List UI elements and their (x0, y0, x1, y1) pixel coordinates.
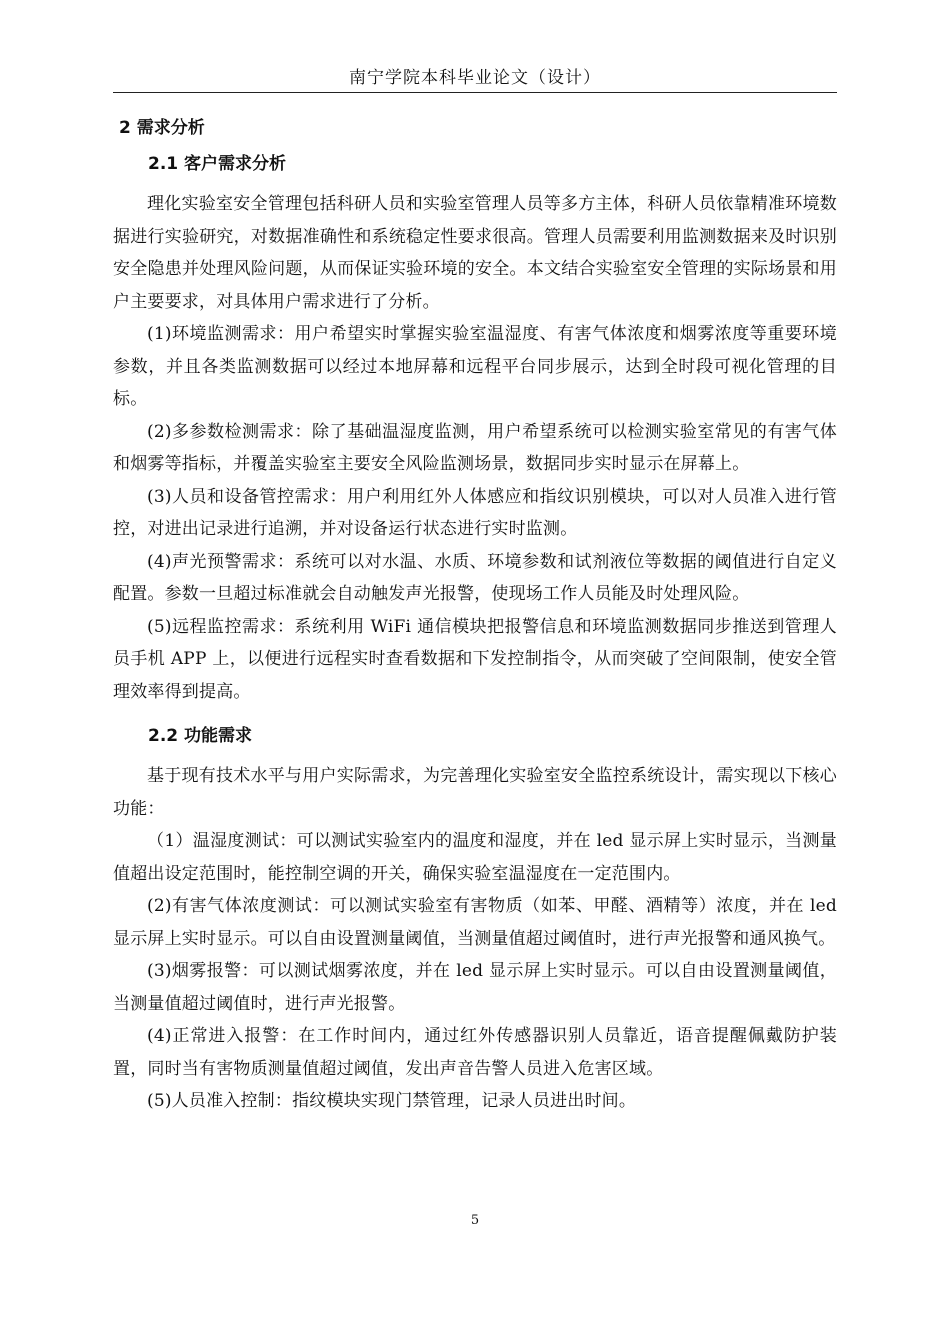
paragraph: (4)正常进入报警：在工作时间内，通过红外传感器识别人员靠近，语音提醒佩戴防护装置，同时当有害物质测量值超过阈值，发出声音告警人员进入危害区域。 (113, 1026, 837, 1079)
paragraph: 基于现有技术水平与用户实际需求，为完善理化实验室安全监控系统设计，需实现以下核心功能： (113, 766, 837, 819)
paragraph: （1）温湿度测试：可以测试实验室内的温度和湿度，并在 led 显示屏上实时显示，当测量值超出设定范围时，能控制空调的开关，确保实验室温湿度在一定范围内。 (113, 831, 837, 884)
paragraph: (2)有害气体浓度测试：可以测试实验室有害物质（如苯、甲醛、酒精等）浓度，并在 led 显示屏上实时显示。可以自由设置测量阈值，当测量值超过阈值时，进行声光报警和通风换气。 (113, 896, 837, 949)
header-rule (113, 92, 837, 93)
paragraph: 理化实验室安全管理包括科研人员和实验室管理人员等多方主体，科研人员依靠精准环境数据进行实验研究，对数据准确性和系统稳定性要求很高。管理人员需要利用监测数据来及时识别安全隐患并处理风险问题，从而保证实验环境的安全。本文结合实验室安全管理的实际场景和用户主要要求，对具体用户需求进行了分析。 (113, 194, 837, 312)
page-number: 5 (470, 1213, 480, 1228)
running-header: 南宁学院本科毕业论文（设计） (349, 68, 601, 88)
paragraph: (3)烟雾报警：可以测试烟雾浓度，并在 led 显示屏上实时显示。可以自由设置测量阈值，当测量值超过阈值时，进行声光报警。 (113, 961, 837, 1014)
section-heading: 2 需求分析 (119, 118, 205, 138)
paragraph: (4)声光预警需求：系统可以对水温、水质、环境参数和试剂液位等数据的阈值进行自定义配置。参数一旦超过标准就会自动触发声光报警，使现场工作人员能及时处理风险。 (113, 551, 837, 604)
paragraph: (5)人员准入控制：指纹模块实现门禁管理，记录人员进出时间。 (147, 1091, 637, 1111)
paragraph: (2)多参数检测需求：除了基础温湿度监测，用户希望系统可以检测实验室常见的有害气体和烟雾等指标，并覆盖实验室主要安全风险监测场景，数据同步实时显示在屏幕上。 (113, 421, 837, 474)
paragraph: (3)人员和设备管控需求：用户利用红外人体感应和指纹识别模块，可以对人员准入进行管控，对进出记录进行追溯，并对设备运行状态进行实时监测。 (113, 486, 837, 539)
paragraph: (5)远程监控需求：系统利用 WiFi 通信模块把报警信息和环境监测数据同步推送到管理人员手机 APP 上，以便进行远程实时查看数据和下发控制指令，从而突破了空间限制，使安全管理效率得到提高。 (113, 616, 837, 702)
paragraph: (1)环境监测需求：用户希望实时掌握实验室温湿度、有害气体浓度和烟雾浓度等重要环境参数，并且各类监测数据可以经过本地屏幕和远程平台同步展示，达到全时段可视化管理的目标。 (113, 324, 837, 409)
subsection-heading-2-1: 2.1 客户需求分析 (148, 154, 287, 174)
subsection-heading-2-2: 2.2 功能需求 (148, 726, 253, 746)
page-body (113, 110, 837, 1118)
